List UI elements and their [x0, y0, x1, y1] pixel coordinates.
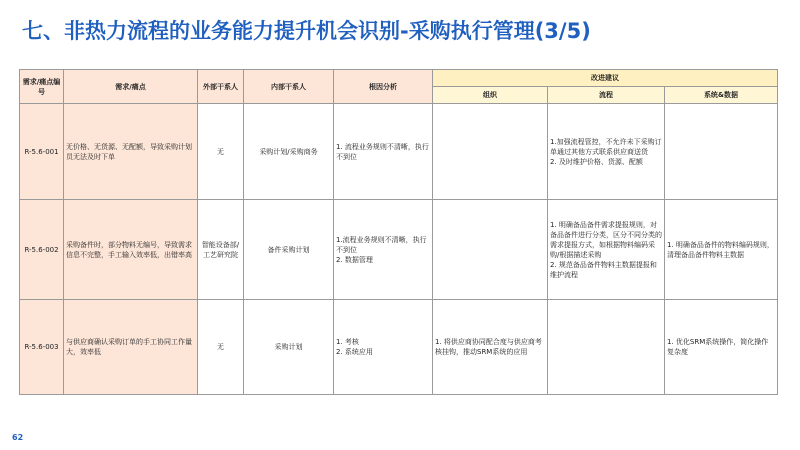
header-internal: 内部干系人 — [244, 70, 334, 104]
table-row — [20, 300, 778, 395]
page-title: 七、非热力流程的业务能力提升机会识别-采购执行管理(3/5) — [22, 19, 591, 43]
cell-system: 1. 明确备品备件的物料编码规则，清理备品备件物料主数据 — [665, 200, 778, 300]
cell-org — [433, 200, 548, 300]
cell-process: 1.加强流程管控，不允许未下采购订单通过其他方式联系供应商送货 2. 及时维护价格、货源、配额 — [548, 104, 665, 200]
header-external: 外部干系人 — [198, 70, 244, 104]
cell-id: R-5.6-003 — [20, 300, 64, 395]
header-root-cause: 根因分析 — [334, 70, 433, 104]
requirements-table — [19, 69, 778, 395]
header-id: 需求/痛点编号 — [20, 70, 64, 104]
cell-external: 智能设备部/工艺研究院 — [198, 200, 244, 300]
cell-process — [548, 300, 665, 395]
cell-need: 与供应商确认采购订单的手工协同工作量大，效率低 — [64, 300, 198, 395]
cell-external: 无 — [198, 300, 244, 395]
cell-root-cause: 1. 流程业务规则不清晰，执行不到位 — [334, 104, 433, 200]
cell-org: 1. 将供应商协同配合度与供应商考核挂钩，推动SRM系统的应用 — [433, 300, 548, 395]
cell-org — [433, 104, 548, 200]
header-system: 系统&数据 — [665, 87, 778, 104]
cell-need: 采购备件时，部分物料无编号，导致需求信息不完整，手工输入效率低，出错率高 — [64, 200, 198, 300]
cell-internal: 采购计划 — [244, 300, 334, 395]
page-number: 62 — [12, 433, 24, 442]
header-improvement: 改进建议 — [433, 70, 778, 87]
cell-root-cause: 1. 考核 2. 系统应用 — [334, 300, 433, 395]
cell-id: R-5.6-002 — [20, 200, 64, 300]
header-org: 组织 — [433, 87, 548, 104]
cell-external: 无 — [198, 104, 244, 200]
cell-system — [665, 104, 778, 200]
cell-process: 1. 明确备品备件需求提报规则，对备品备件进行分类，区分不同分类的需求提报方式，如根据物料编码采购/根据描述采购 2. 规范备品备件物料主数据提报和维护流程 — [548, 200, 665, 300]
cell-id: R-5.6-001 — [20, 104, 64, 200]
header-need: 需求/痛点 — [64, 70, 198, 104]
cell-root-cause: 1.流程业务规则不清晰，执行不到位 2. 数据管理 — [334, 200, 433, 300]
table-row — [20, 200, 778, 300]
cell-system: 1. 优化SRM系统操作，简化操作复杂度 — [665, 300, 778, 395]
cell-internal: 采购计划/采购商务 — [244, 104, 334, 200]
table-row — [20, 104, 778, 200]
cell-need: 无价格、无货源、无配额，导致采购计划员无法及时下单 — [64, 104, 198, 200]
cell-internal: 备件采购计划 — [244, 200, 334, 300]
header-process: 流程 — [548, 87, 665, 104]
